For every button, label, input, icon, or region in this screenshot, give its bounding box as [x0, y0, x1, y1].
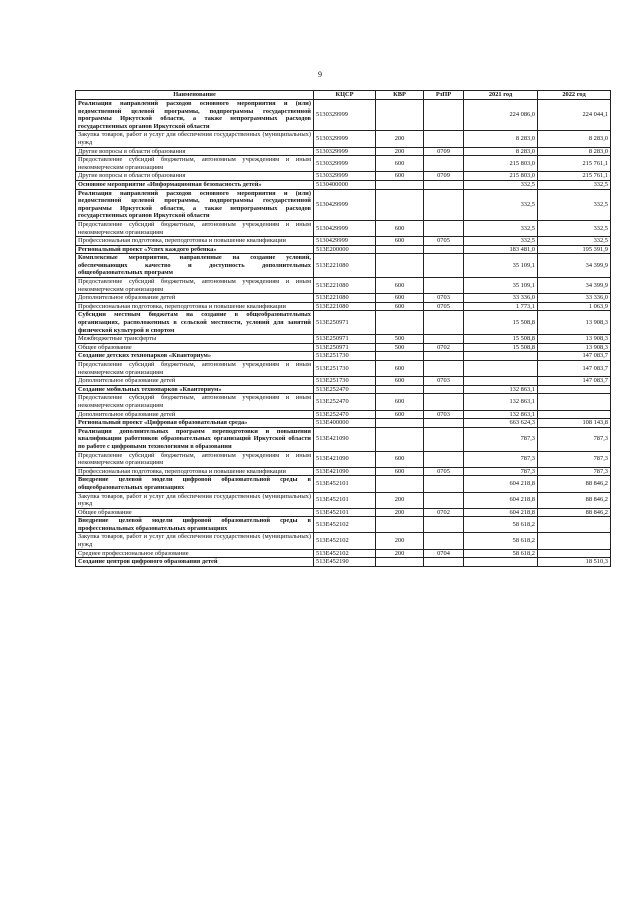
- cell-rzpr: 0705: [424, 302, 464, 311]
- cell-2022: [538, 394, 611, 410]
- cell-rzpr: [424, 385, 464, 394]
- table-row: [76, 220, 611, 236]
- cell-rzpr: 0703: [424, 377, 464, 386]
- cell-2022: [538, 385, 611, 394]
- cell-rzpr: [424, 394, 464, 410]
- table-row: [76, 419, 611, 428]
- cell-2021: 787,3: [464, 427, 538, 451]
- cell-kcsr: 513E452102: [314, 517, 376, 533]
- cell-2022: 18 510,3: [538, 558, 611, 567]
- cell-kcsr: 513E251730: [314, 361, 376, 377]
- cell-name: Реализация направлений расходов основного мероприятия и (или) ведомственной целевой программы, подпрограммы государственной программы Иркутской области, а также непрограммных расходов государственных органов Иркутской области: [76, 100, 314, 131]
- cell-rzpr: 0709: [424, 172, 464, 181]
- cell-kcsr: 513E251730: [314, 377, 376, 386]
- table-row: [76, 492, 611, 508]
- cell-2021: 215 803,0: [464, 172, 538, 181]
- cell-2021: 604 218,8: [464, 492, 538, 508]
- table-row: [76, 237, 611, 246]
- cell-kvr: 600: [376, 361, 424, 377]
- cell-2021: 35 109,1: [464, 254, 538, 278]
- cell-name: Реализация направлений расходов основного мероприятия и (или) ведомственной целевой программы, подпрограммы государственной программы Иркутской области, а также непрограммных расходов государственных органов Иркутской области: [76, 189, 314, 220]
- cell-name: Дополнительное образование детей: [76, 410, 314, 419]
- cell-name: Субсидии местным бюджетам на создание в общеобразовательных организациях, расположенных в сельской местности, условий для занятий физической культурой и спортом: [76, 311, 314, 335]
- cell-name: Закупка товаров, работ и услуг для обеспечения государственных (муниципальных) нужд: [76, 492, 314, 508]
- cell-name: Реализация дополнительных программ переподготовки и повышения квалификации работников образовательных организаций Иркутской области по работе с цифровыми технологиями в образовании: [76, 427, 314, 451]
- table-row: [76, 558, 611, 567]
- cell-kvr: [376, 476, 424, 492]
- cell-kvr: 600: [376, 294, 424, 303]
- cell-kcsr: 513E252470: [314, 394, 376, 410]
- cell-2021: 132 863,1: [464, 410, 538, 419]
- cell-2022: 8 283,0: [538, 147, 611, 156]
- cell-2021: 35 109,1: [464, 278, 538, 294]
- cell-kcsr: 513E221080: [314, 278, 376, 294]
- table-row: [76, 517, 611, 533]
- cell-name: Предоставление субсидий бюджетным, автономным учреждениям и иным некоммерческим организациям: [76, 278, 314, 294]
- cell-2022: 224 044,1: [538, 100, 611, 131]
- cell-2021: 132 863,1: [464, 385, 538, 394]
- cell-2022: 787,3: [538, 427, 611, 451]
- cell-2022: 195 391,9: [538, 245, 611, 254]
- cell-kcsr: 513E221080: [314, 302, 376, 311]
- cell-kvr: [376, 352, 424, 361]
- cell-2022: [538, 517, 611, 533]
- table-row: [76, 189, 611, 220]
- cell-2021: 8 283,0: [464, 131, 538, 147]
- cell-2022: 8 283,0: [538, 131, 611, 147]
- cell-rzpr: [424, 220, 464, 236]
- table-row: [76, 467, 611, 476]
- cell-rzpr: [424, 189, 464, 220]
- cell-2021: 15 508,8: [464, 335, 538, 344]
- table-row: [76, 508, 611, 517]
- cell-name: Предоставление субсидий бюджетным, автономным учреждениям и иным некоммерческим организациям: [76, 220, 314, 236]
- cell-name: Закупка товаров, работ и услуг для обеспечения государственных (муниципальных) нужд: [76, 533, 314, 549]
- table-header-row: [76, 91, 611, 100]
- table-row: [76, 335, 611, 344]
- cell-name: Общее образование: [76, 343, 314, 352]
- cell-kvr: [376, 419, 424, 428]
- table-row: [76, 427, 611, 451]
- cell-rzpr: [424, 558, 464, 567]
- cell-name: Предоставление субсидий бюджетным, автономным учреждениям и иным некоммерческим организациям: [76, 394, 314, 410]
- cell-kvr: 500: [376, 343, 424, 352]
- table-row: [76, 385, 611, 394]
- cell-kvr: [376, 517, 424, 533]
- cell-2021: [464, 361, 538, 377]
- cell-2021: 15 508,8: [464, 311, 538, 335]
- table-row: [76, 180, 611, 189]
- cell-name: Внедрение целевой модели цифровой образовательной среды в общеобразовательных организациях: [76, 476, 314, 492]
- cell-2022: 787,3: [538, 451, 611, 467]
- header-kvr: КВР: [376, 91, 424, 100]
- cell-rzpr: [424, 131, 464, 147]
- cell-kcsr: 513E251730: [314, 352, 376, 361]
- header-year-2021: 2021 год: [464, 91, 538, 100]
- cell-kvr: [376, 245, 424, 254]
- cell-kvr: 600: [376, 467, 424, 476]
- header-year-2022: 2022 год: [538, 91, 611, 100]
- header-rzpr: РзПР: [424, 91, 464, 100]
- cell-2022: [538, 549, 611, 558]
- cell-kvr: 200: [376, 533, 424, 549]
- cell-name: Профессиональная подготовка, переподготовка и повышение квалификации: [76, 237, 314, 246]
- cell-rzpr: [424, 533, 464, 549]
- cell-2021: [464, 558, 538, 567]
- cell-2021: 132 863,1: [464, 394, 538, 410]
- table-row: [76, 394, 611, 410]
- cell-kcsr: 513E452101: [314, 492, 376, 508]
- cell-2022: 147 083,7: [538, 361, 611, 377]
- cell-rzpr: [424, 361, 464, 377]
- cell-kvr: 600: [376, 377, 424, 386]
- cell-kvr: 200: [376, 508, 424, 517]
- cell-kcsr: 5130329999: [314, 172, 376, 181]
- page-number: 9: [318, 70, 322, 79]
- cell-2021: 604 218,8: [464, 508, 538, 517]
- cell-2021: 604 218,8: [464, 476, 538, 492]
- cell-kcsr: 513E250971: [314, 343, 376, 352]
- cell-kcsr: 513E421090: [314, 427, 376, 451]
- table-row: [76, 377, 611, 386]
- cell-kvr: 600: [376, 410, 424, 419]
- cell-2022: 88 846,2: [538, 492, 611, 508]
- table-row: [76, 311, 611, 335]
- cell-rzpr: [424, 492, 464, 508]
- cell-2022: 13 908,3: [538, 311, 611, 335]
- cell-2021: 663 624,3: [464, 419, 538, 428]
- cell-2022: 787,3: [538, 467, 611, 476]
- cell-kvr: 600: [376, 451, 424, 467]
- cell-rzpr: [424, 254, 464, 278]
- cell-rzpr: [424, 451, 464, 467]
- cell-2022: 332,5: [538, 237, 611, 246]
- cell-2021: 332,5: [464, 189, 538, 220]
- table-row: [76, 245, 611, 254]
- header-name: Наименование: [76, 91, 314, 100]
- cell-2022: 147 083,7: [538, 377, 611, 386]
- cell-name: Профессиональная подготовка, переподготовка и повышение квалификации: [76, 302, 314, 311]
- budget-table: [75, 90, 611, 567]
- cell-rzpr: [424, 335, 464, 344]
- cell-kcsr: 5130400000: [314, 180, 376, 189]
- cell-2021: 33 336,0: [464, 294, 538, 303]
- cell-rzpr: 0705: [424, 237, 464, 246]
- cell-kcsr: 513E452102: [314, 549, 376, 558]
- cell-rzpr: 0703: [424, 410, 464, 419]
- cell-rzpr: 0702: [424, 508, 464, 517]
- cell-kvr: [376, 189, 424, 220]
- table-row: [76, 172, 611, 181]
- cell-name: Создание центров цифрового образования детей: [76, 558, 314, 567]
- cell-kcsr: 513E452190: [314, 558, 376, 567]
- cell-name: Комплексные мероприятия, направленные на создание условий, обеспечивающих качество и доступность дополнительных общеобразовательных программ: [76, 254, 314, 278]
- cell-rzpr: [424, 100, 464, 131]
- cell-kvr: 600: [376, 278, 424, 294]
- cell-name: Общее образование: [76, 508, 314, 517]
- cell-2022: 332,5: [538, 189, 611, 220]
- cell-2021: [464, 377, 538, 386]
- cell-kcsr: 5130329999: [314, 147, 376, 156]
- cell-rzpr: [424, 419, 464, 428]
- cell-2022: 34 399,9: [538, 254, 611, 278]
- table-row: [76, 352, 611, 361]
- cell-name: Предоставление субсидий бюджетным, автономным учреждениям и иным некоммерческим организациям: [76, 451, 314, 467]
- cell-kvr: [376, 180, 424, 189]
- cell-kcsr: 513E221080: [314, 254, 376, 278]
- cell-2022: 215 761,1: [538, 172, 611, 181]
- cell-kvr: [376, 558, 424, 567]
- cell-2021: 58 618,2: [464, 549, 538, 558]
- cell-2022: 34 399,9: [538, 278, 611, 294]
- cell-2021: 58 618,2: [464, 533, 538, 549]
- cell-name: Дополнительное образование детей: [76, 377, 314, 386]
- table-row: [76, 549, 611, 558]
- cell-2021: 1 773,1: [464, 302, 538, 311]
- cell-kcsr: 513E250971: [314, 335, 376, 344]
- cell-kvr: 200: [376, 131, 424, 147]
- cell-name: Создание мобильных технопарков «Кванториум»: [76, 385, 314, 394]
- cell-2021: 215 803,0: [464, 156, 538, 172]
- cell-rzpr: [424, 427, 464, 451]
- cell-kvr: 200: [376, 147, 424, 156]
- cell-kcsr: 513E252470: [314, 410, 376, 419]
- cell-kvr: 200: [376, 549, 424, 558]
- cell-kcsr: 513E421090: [314, 467, 376, 476]
- cell-name: Профессиональная подготовка, переподготовка и повышение квалификации: [76, 467, 314, 476]
- cell-2022: [538, 533, 611, 549]
- cell-kvr: 600: [376, 237, 424, 246]
- cell-rzpr: [424, 156, 464, 172]
- table-row: [76, 131, 611, 147]
- table-row: [76, 533, 611, 549]
- cell-2022: 215 761,1: [538, 156, 611, 172]
- cell-2021: 332,5: [464, 220, 538, 236]
- cell-2021: 332,5: [464, 237, 538, 246]
- cell-rzpr: [424, 517, 464, 533]
- cell-kcsr: 5130429999: [314, 237, 376, 246]
- cell-name: Другие вопросы в области образования: [76, 172, 314, 181]
- cell-2022: 147 083,7: [538, 352, 611, 361]
- header-kcsr: КЦСР: [314, 91, 376, 100]
- cell-kcsr: 513E200000: [314, 245, 376, 254]
- cell-kvr: 600: [376, 220, 424, 236]
- cell-rzpr: 0709: [424, 147, 464, 156]
- cell-rzpr: 0703: [424, 294, 464, 303]
- cell-2022: 33 336,0: [538, 294, 611, 303]
- table-row: [76, 451, 611, 467]
- cell-kcsr: 513E452101: [314, 508, 376, 517]
- cell-2021: 332,5: [464, 180, 538, 189]
- cell-kvr: 600: [376, 394, 424, 410]
- table-row: [76, 100, 611, 131]
- table-row: [76, 302, 611, 311]
- table-row: [76, 294, 611, 303]
- cell-2021: 58 618,2: [464, 517, 538, 533]
- cell-2021: 787,3: [464, 451, 538, 467]
- cell-kcsr: 513E400000: [314, 419, 376, 428]
- table-row: [76, 278, 611, 294]
- cell-kvr: [376, 311, 424, 335]
- cell-kcsr: 5130429999: [314, 189, 376, 220]
- cell-name: Закупка товаров, работ и услуг для обеспечения государственных (муниципальных) нужд: [76, 131, 314, 147]
- cell-2022: 88 846,2: [538, 476, 611, 492]
- cell-rzpr: [424, 476, 464, 492]
- cell-kcsr: 513E221080: [314, 294, 376, 303]
- table-row: [76, 147, 611, 156]
- cell-name: Региональный проект «Цифровая образовательная среда»: [76, 419, 314, 428]
- cell-name: Внедрение целевой модели цифровой образовательной среды в профессиональных образовательных организациях: [76, 517, 314, 533]
- cell-2022: 88 846,2: [538, 508, 611, 517]
- cell-name: Дополнительное образование детей: [76, 294, 314, 303]
- cell-2021: [464, 352, 538, 361]
- cell-2022: [538, 410, 611, 419]
- table-row: [76, 361, 611, 377]
- cell-name: Предоставление субсидий бюджетным, автономным учреждениям и иным некоммерческим организациям: [76, 361, 314, 377]
- cell-name: Предоставление субсидий бюджетным, автономным учреждениям и иным некоммерческим организациям: [76, 156, 314, 172]
- cell-kvr: 600: [376, 302, 424, 311]
- table-row: [76, 343, 611, 352]
- cell-kvr: 600: [376, 172, 424, 181]
- cell-kcsr: 513E452102: [314, 533, 376, 549]
- cell-2021: 787,3: [464, 467, 538, 476]
- cell-2022: 13 908,3: [538, 343, 611, 352]
- cell-2022: 332,5: [538, 180, 611, 189]
- cell-kvr: 500: [376, 335, 424, 344]
- cell-rzpr: [424, 352, 464, 361]
- cell-rzpr: [424, 278, 464, 294]
- cell-name: Основное мероприятие «Информационная безопасность детей»: [76, 180, 314, 189]
- cell-rzpr: [424, 180, 464, 189]
- cell-2022: 1 063,9: [538, 302, 611, 311]
- cell-kvr: [376, 427, 424, 451]
- cell-kvr: [376, 254, 424, 278]
- cell-kcsr: 5130329999: [314, 131, 376, 147]
- cell-rzpr: 0705: [424, 467, 464, 476]
- table-row: [76, 254, 611, 278]
- cell-kvr: [376, 385, 424, 394]
- cell-kcsr: 513E421090: [314, 451, 376, 467]
- cell-2021: 15 508,8: [464, 343, 538, 352]
- cell-name: Среднее профессиональное образование: [76, 549, 314, 558]
- cell-kcsr: 513E250971: [314, 311, 376, 335]
- cell-kcsr: 5130429999: [314, 220, 376, 236]
- table-row: [76, 410, 611, 419]
- cell-2022: 13 908,3: [538, 335, 611, 344]
- table-row: [76, 476, 611, 492]
- cell-name: Создание детских технопарков «Кванториум»: [76, 352, 314, 361]
- cell-rzpr: 0704: [424, 549, 464, 558]
- cell-kcsr: 5130329999: [314, 100, 376, 131]
- cell-2021: 8 283,0: [464, 147, 538, 156]
- cell-rzpr: 0702: [424, 343, 464, 352]
- cell-2022: 332,5: [538, 220, 611, 236]
- cell-2021: 183 481,0: [464, 245, 538, 254]
- table-body: [76, 100, 611, 567]
- cell-2022: 108 143,8: [538, 419, 611, 428]
- cell-name: Межбюджетные трансферты: [76, 335, 314, 344]
- cell-rzpr: [424, 245, 464, 254]
- cell-2021: 224 086,0: [464, 100, 538, 131]
- cell-kvr: [376, 100, 424, 131]
- cell-kcsr: 5130329999: [314, 156, 376, 172]
- cell-rzpr: [424, 311, 464, 335]
- cell-name: Региональный проект «Успех каждого ребенка»: [76, 245, 314, 254]
- table-row: [76, 156, 611, 172]
- cell-name: Другие вопросы в области образования: [76, 147, 314, 156]
- cell-kvr: 600: [376, 156, 424, 172]
- cell-kvr: 200: [376, 492, 424, 508]
- cell-kcsr: 513E452101: [314, 476, 376, 492]
- cell-kcsr: 513E252470: [314, 385, 376, 394]
